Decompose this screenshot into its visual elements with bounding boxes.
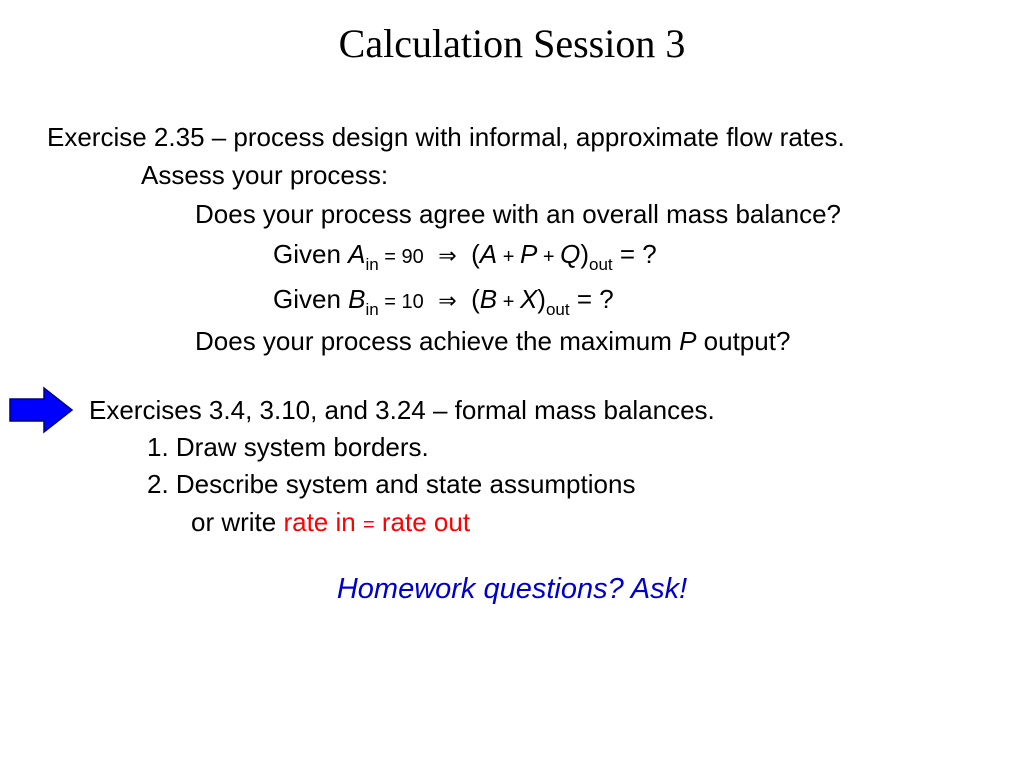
plus: + [497, 246, 520, 268]
var-b: B [348, 284, 366, 314]
rate-out: rate out [374, 507, 471, 537]
equals-question: = ? [612, 239, 657, 269]
term-p: P [519, 239, 538, 269]
step-describe-system: 2. Describe system and state assumptions [147, 469, 636, 499]
mass-balance-question: Does your process agree with an overall mass balance? [195, 199, 842, 229]
slide-title: Calculation Session 3 [338, 21, 686, 66]
equals-value: = 90 [378, 246, 424, 268]
right-paren: ) [580, 239, 589, 269]
plus: + [537, 246, 561, 268]
equals-question: = ? [569, 284, 614, 314]
term-q: Q [560, 239, 581, 269]
rate-equals: = [362, 514, 375, 536]
term-a: A [479, 239, 498, 269]
step-draw-borders: 1. Draw system borders. [147, 432, 429, 462]
rate-in: rate in [283, 507, 363, 537]
sub-out: out [545, 300, 570, 319]
given-b-line [273, 282, 614, 320]
rate-equation-line [191, 505, 470, 542]
var-a: A [348, 239, 366, 269]
max-output-tail: output? [696, 326, 791, 356]
exercise-235-heading: Exercise 2.35 – process design with informal, approximate flow rates. [47, 122, 845, 152]
equals-value: = 10 [378, 291, 424, 313]
left-paren: ( [471, 284, 480, 314]
given-a-line [273, 237, 657, 275]
var-p: P [679, 326, 697, 356]
sub-in: in [365, 300, 379, 319]
implies-symbol: ⇒ [438, 244, 457, 269]
term-x: X [519, 284, 538, 314]
max-output-text: Does your process achieve the maximum [195, 326, 680, 356]
implies-symbol: ⇒ [438, 289, 457, 314]
or-write-label: or write [191, 507, 284, 537]
right-arrow-icon [8, 386, 74, 434]
right-paren: ) [537, 284, 546, 314]
term-b: B [479, 284, 498, 314]
homework-prompt: Homework questions? Ask! [336, 573, 688, 605]
given-label: Given [273, 284, 349, 314]
max-output-question [195, 324, 790, 358]
left-paren: ( [471, 239, 480, 269]
given-label: Given [273, 239, 349, 269]
plus: + [497, 291, 520, 313]
assess-label: Assess your process: [141, 160, 389, 190]
sub-in: in [365, 255, 379, 274]
exercises-formal-heading: Exercises 3.4, 3.10, and 3.24 – formal mass balances. [89, 395, 715, 425]
sub-out: out [588, 255, 613, 274]
